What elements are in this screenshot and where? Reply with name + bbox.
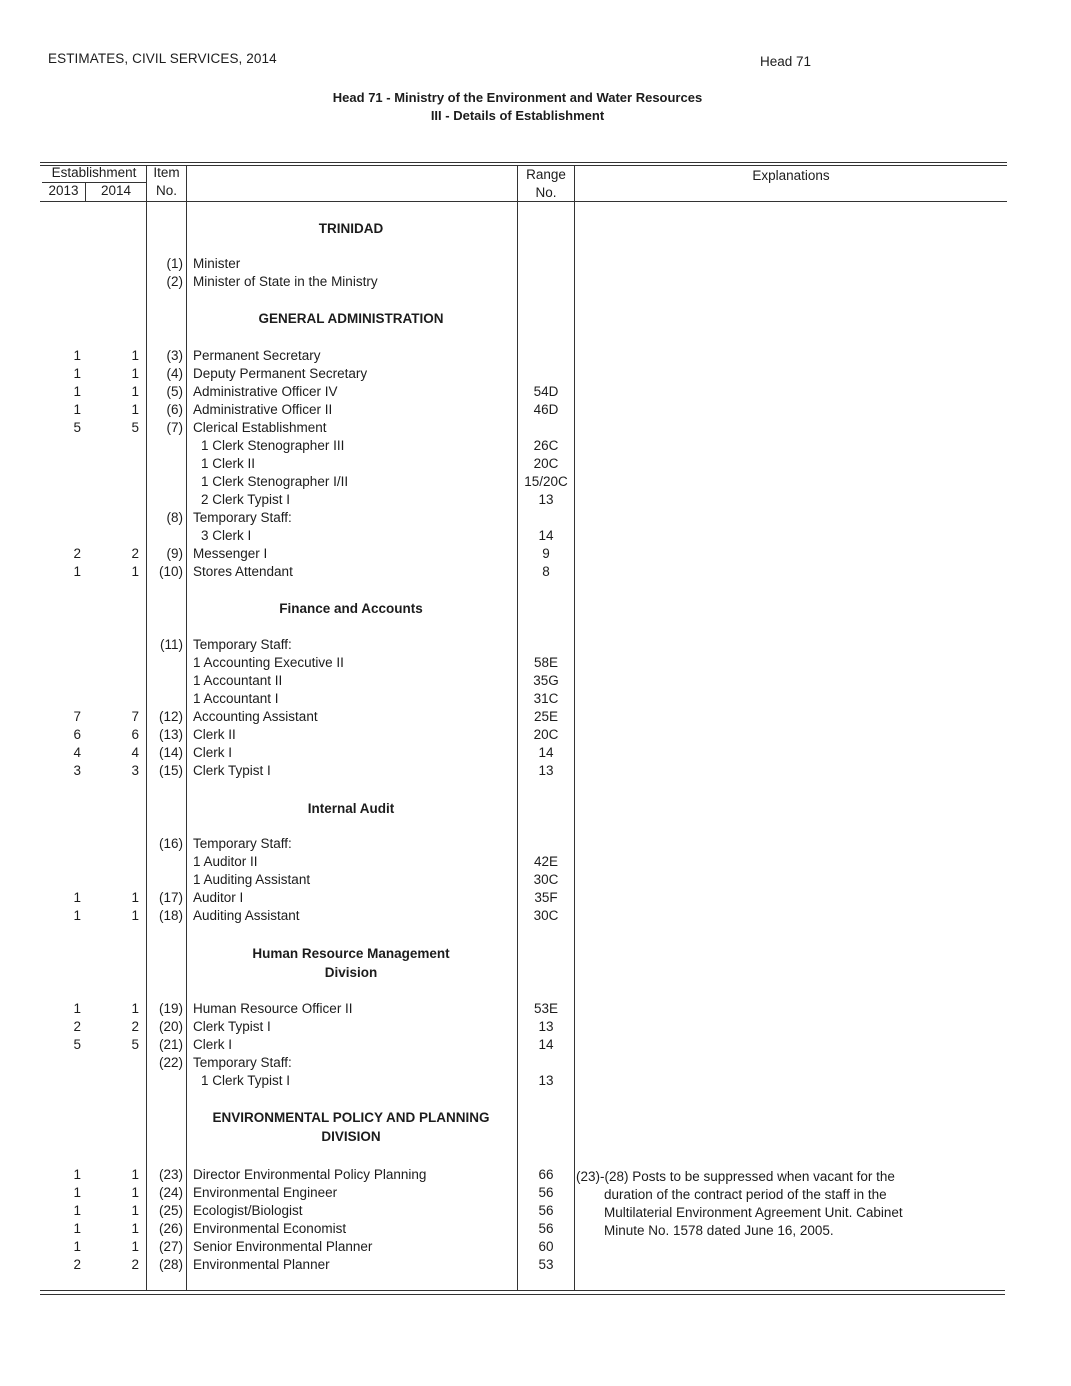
explanation-line: (23)-(28) Posts to be suppressed when vacant for the: [576, 1169, 895, 1184]
section-heading-epp-line2: DIVISION: [321, 1129, 381, 1144]
item-no-cell: (22): [158, 1055, 183, 1070]
range-no-cell: 26C: [533, 438, 559, 453]
range-no-cell: 13: [538, 1019, 554, 1034]
range-no-cell: 13: [538, 492, 554, 507]
section-heading-hrm-line1: Human Resource Management: [252, 946, 450, 961]
range-no-cell: 35F: [534, 890, 558, 905]
post-description-cell: Senior Environmental Planner: [193, 1239, 373, 1254]
table-row: [0, 545, 1071, 563]
table-row: [0, 690, 1071, 708]
table-row: [0, 473, 1071, 491]
post-description-cell: 2 Clerk Typist I: [201, 492, 291, 507]
section-heading-internal-audit: Internal Audit: [307, 801, 395, 816]
post-description-cell: 1 Clerk II: [201, 456, 256, 471]
section-heading-finance-and-accounts: Finance and Accounts: [279, 601, 423, 616]
post-description-cell: Minister of State in the Ministry: [193, 274, 378, 289]
establishment-2014-cell: 1: [131, 890, 139, 905]
range-no-cell: 14: [538, 1037, 554, 1052]
establishment-2014-cell: 1: [131, 366, 139, 381]
establishment-2013-cell: 1: [73, 1203, 81, 1218]
establishment-2014-cell: 4: [131, 745, 139, 760]
post-description-cell: Auditing Assistant: [193, 908, 300, 923]
section-heading-trinidad: TRINIDAD: [318, 221, 384, 236]
post-description-cell: 3 Clerk I: [201, 528, 252, 543]
post-description-cell: Ecologist/Biologist: [193, 1203, 303, 1218]
post-description-cell: Human Resource Officer II: [193, 1001, 353, 1016]
table-row: [0, 1202, 1071, 1220]
table-row: [0, 455, 1071, 473]
explanation-line: Minute No. 1578 dated June 16, 2005.: [604, 1223, 834, 1238]
table-row: [0, 527, 1071, 545]
table-row: [0, 907, 1071, 925]
table-row: [0, 1072, 1071, 1090]
item-no-cell: (13): [158, 727, 183, 742]
establishment-2014-cell: 2: [131, 1019, 139, 1034]
post-description-cell: Temporary Staff:: [193, 510, 292, 525]
range-no-cell: 58E: [533, 655, 559, 670]
table-row: [0, 835, 1071, 853]
establishment-2014-cell: 1: [131, 564, 139, 579]
item-no-cell: (17): [158, 890, 183, 905]
table-row: [0, 636, 1071, 654]
item-no-cell: (20): [158, 1019, 183, 1034]
table-row: [0, 419, 1071, 437]
table-row: [0, 871, 1071, 889]
table-row: [0, 853, 1071, 871]
range-no-cell: 53E: [533, 1001, 559, 1016]
establishment-2014-cell: 1: [131, 908, 139, 923]
item-no-cell: (9): [166, 546, 183, 561]
table-bottom-rule: [40, 1290, 1005, 1291]
item-no-cell: (28): [158, 1257, 183, 1272]
establishment-2013-cell: 1: [73, 1001, 81, 1016]
range-no-cell: 56: [538, 1185, 554, 1200]
post-description-cell: 1 Clerk Typist I: [201, 1073, 291, 1088]
document-header-left: ESTIMATES, CIVIL SERVICES, 2014: [48, 51, 277, 66]
table-row: [0, 726, 1071, 744]
post-description-cell: Environmental Engineer: [193, 1185, 338, 1200]
range-no-cell: 14: [538, 745, 554, 760]
establishment-2013-cell: 1: [73, 890, 81, 905]
item-no-cell: (10): [158, 564, 183, 579]
range-no-cell: 54D: [533, 384, 559, 399]
range-no-cell: 46D: [533, 402, 559, 417]
section-heading-general-administration: GENERAL ADMINISTRATION: [258, 311, 444, 326]
post-description-cell: Environmental Planner: [193, 1257, 330, 1272]
table-row: [0, 1054, 1071, 1072]
post-description-cell: 1 Auditor II: [193, 854, 258, 869]
table-row: [0, 1256, 1071, 1274]
table-row: [0, 1036, 1071, 1054]
post-description-cell: Clerk II: [193, 727, 236, 742]
item-no-cell: (6): [166, 402, 183, 417]
establishment-2014-cell: 1: [131, 402, 139, 417]
establishment-2013-cell: 1: [73, 1167, 81, 1182]
range-no-cell: 42E: [533, 854, 559, 869]
post-description-cell: Permanent Secretary: [193, 348, 321, 363]
col-head-range: Range: [526, 167, 566, 182]
post-description-cell: Administrative Officer IV: [193, 384, 338, 399]
item-no-cell: (2): [166, 274, 183, 289]
establishment-2013-cell: 1: [73, 366, 81, 381]
establishment-2014-cell: 5: [131, 420, 139, 435]
establishment-2014-cell: 1: [131, 1001, 139, 1016]
establishment-2014-cell: 1: [131, 1185, 139, 1200]
post-description-cell: Minister: [193, 256, 241, 271]
post-description-cell: 1 Clerk Stenographer III: [201, 438, 345, 453]
post-description-cell: Clerk Typist I: [193, 1019, 271, 1034]
table-row: [0, 762, 1071, 780]
establishment-2013-cell: 2: [73, 546, 81, 561]
table-row: [0, 672, 1071, 690]
table-row: [0, 1018, 1071, 1036]
establishment-2013-cell: 5: [73, 420, 81, 435]
document-header-right: Head 71: [760, 54, 812, 69]
table-top-rule: [40, 162, 1007, 163]
col-head-2014: 2014: [100, 183, 132, 198]
post-description-cell: Auditor I: [193, 890, 244, 905]
item-no-cell: (4): [166, 366, 183, 381]
post-description-cell: 1 Clerk Stenographer I/II: [201, 474, 349, 489]
item-no-cell: (15): [158, 763, 183, 778]
table-row: [0, 437, 1071, 455]
range-no-cell: 20C: [533, 456, 559, 471]
range-no-cell: 30C: [533, 872, 559, 887]
item-no-cell: (18): [158, 908, 183, 923]
table-row: [0, 1184, 1071, 1202]
item-no-cell: (25): [158, 1203, 183, 1218]
range-no-cell: 14: [538, 528, 554, 543]
item-no-cell: (19): [158, 1001, 183, 1016]
table-row: [0, 1166, 1071, 1184]
post-description-cell: Clerk I: [193, 1037, 233, 1052]
establishment-2014-cell: 1: [131, 1203, 139, 1218]
range-no-cell: 53: [538, 1257, 554, 1272]
establishment-2013-cell: 2: [73, 1257, 81, 1272]
table-row: [0, 491, 1071, 509]
post-description-cell: Messenger I: [193, 546, 268, 561]
establishment-2013-cell: 1: [73, 1185, 81, 1200]
table-row: [0, 708, 1071, 726]
establishment-2014-cell: 6: [131, 727, 139, 742]
table-row: [0, 365, 1071, 383]
establishment-2013-cell: 6: [73, 727, 81, 742]
explanation-line: Multilaterial Environment Agreement Unit. Cabinet: [604, 1205, 903, 1220]
page-title: Head 71 - Ministry of the Environment and Water Resources: [332, 90, 703, 105]
table-row: [0, 273, 1071, 291]
post-description-cell: 1 Accounting Executive II: [193, 655, 344, 670]
item-no-cell: (5): [166, 384, 183, 399]
establishment-2013-cell: 7: [73, 709, 81, 724]
range-no-cell: 60: [538, 1239, 554, 1254]
table-row: [0, 744, 1071, 762]
section-heading-epp-line1: ENVIRONMENTAL POLICY AND PLANNING: [212, 1110, 490, 1125]
post-description-cell: Clerical Establishment: [193, 420, 327, 435]
establishment-2014-cell: 2: [131, 1257, 139, 1272]
table-row: [0, 654, 1071, 672]
post-description-cell: Environmental Economist: [193, 1221, 347, 1236]
establishment-2013-cell: 3: [73, 763, 81, 778]
post-description-cell: Clerk Typist I: [193, 763, 271, 778]
item-no-cell: (12): [158, 709, 183, 724]
item-no-cell: (11): [159, 637, 183, 652]
range-no-cell: 13: [538, 1073, 554, 1088]
range-no-cell: 9: [542, 546, 550, 561]
establishment-2014-cell: 1: [131, 1221, 139, 1236]
post-description-cell: 1 Accountant II: [193, 673, 283, 688]
range-no-cell: 25E: [533, 709, 559, 724]
establishment-2013-cell: 1: [73, 1221, 81, 1236]
item-no-cell: (16): [158, 836, 183, 851]
table-bottom-rule-2: [40, 1294, 1005, 1295]
range-no-cell: 30C: [533, 908, 559, 923]
establishment-2014-cell: 3: [131, 763, 139, 778]
col-head-establishment: Establishment: [51, 165, 137, 180]
post-description-cell: 1 Accountant I: [193, 691, 279, 706]
item-no-cell: (8): [166, 510, 183, 525]
table-row: [0, 1238, 1071, 1256]
table-row: [0, 347, 1071, 365]
range-no-cell: 56: [538, 1203, 554, 1218]
post-description-cell: 1 Auditing Assistant: [193, 872, 311, 887]
range-no-cell: 13: [538, 763, 554, 778]
table-row: [0, 255, 1071, 273]
post-description-cell: Clerk I: [193, 745, 233, 760]
post-description-cell: Administrative Officer II: [193, 402, 333, 417]
establishment-2014-cell: 1: [131, 348, 139, 363]
explanation-note: [576, 1168, 903, 1240]
col-head-explanations: Explanations: [752, 168, 830, 183]
item-no-cell: (14): [158, 745, 183, 760]
range-no-cell: 8: [542, 564, 550, 579]
item-no-cell: (3): [166, 348, 183, 363]
establishment-2014-cell: 7: [131, 709, 139, 724]
table-row: [0, 889, 1071, 907]
table-row: [0, 1220, 1071, 1238]
col-head-item: Item: [153, 165, 180, 180]
page-subtitle: III - Details of Establishment: [430, 108, 605, 123]
item-no-cell: (1): [166, 256, 183, 271]
establishment-2013-cell: 2: [73, 1019, 81, 1034]
item-no-cell: (26): [158, 1221, 183, 1236]
item-no-cell: (21): [158, 1037, 183, 1052]
table-row: [0, 401, 1071, 419]
range-no-cell: 15/20C: [524, 474, 568, 489]
establishment-2013-cell: 1: [73, 348, 81, 363]
item-no-cell: (23): [158, 1167, 183, 1182]
establishment-2013-cell: 5: [73, 1037, 81, 1052]
establishment-2013-cell: 4: [73, 745, 81, 760]
post-description-cell: Temporary Staff:: [193, 637, 292, 652]
establishment-2013-cell: 1: [73, 908, 81, 923]
range-no-cell: 66: [538, 1167, 554, 1182]
post-description-cell: Director Environmental Policy Planning: [193, 1167, 427, 1182]
establishment-2014-cell: 5: [131, 1037, 139, 1052]
post-description-cell: Accounting Assistant: [193, 709, 318, 724]
table-row: [0, 383, 1071, 401]
post-description-cell: Deputy Permanent Secretary: [193, 366, 368, 381]
explanation-line: duration of the contract period of the staff in the: [604, 1187, 887, 1202]
item-no-cell: (24): [158, 1185, 183, 1200]
range-no-cell: 31C: [533, 691, 559, 706]
item-no-cell: (7): [166, 420, 183, 435]
post-description-cell: Stores Attendant: [193, 564, 293, 579]
range-no-cell: 20C: [533, 727, 559, 742]
table-row: [0, 1000, 1071, 1018]
table-row: [0, 509, 1071, 527]
establishment-2014-cell: 1: [131, 1239, 139, 1254]
establishment-2014-cell: 1: [131, 384, 139, 399]
col-head-item-no: No.: [155, 183, 177, 198]
establishment-2014-cell: 1: [131, 1167, 139, 1182]
range-no-cell: 56: [538, 1221, 554, 1236]
item-no-cell: (27): [158, 1239, 183, 1254]
col-head-2013: 2013: [48, 183, 79, 198]
table-row: [0, 563, 1071, 581]
establishment-2013-cell: 1: [73, 1239, 81, 1254]
col-head-range-no: No.: [535, 185, 557, 200]
post-description-cell: Temporary Staff:: [193, 1055, 292, 1070]
establishment-2013-cell: 1: [73, 402, 81, 417]
establishment-2013-cell: 1: [73, 384, 81, 399]
establishment-2014-cell: 2: [131, 546, 139, 561]
establishment-2013-cell: 1: [73, 564, 81, 579]
section-heading-hrm-line2: Division: [324, 965, 378, 980]
post-description-cell: Temporary Staff:: [193, 836, 292, 851]
range-no-cell: 35G: [533, 673, 559, 688]
